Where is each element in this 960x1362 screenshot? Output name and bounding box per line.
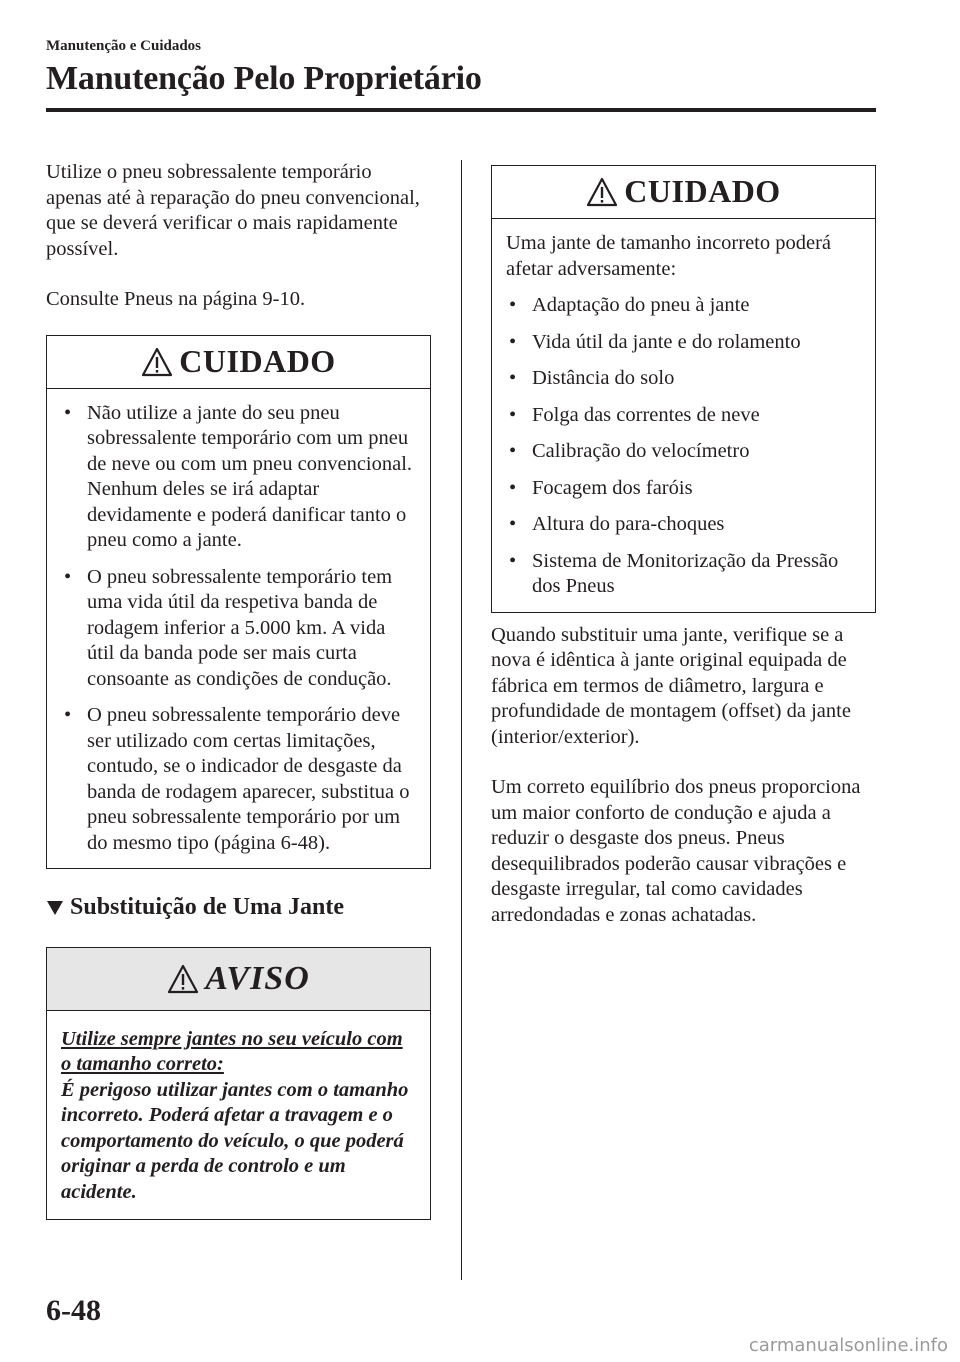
warning-triangle-icon xyxy=(141,347,173,377)
warning-text: É perigoso utilizar jantes com o tamanho incorreto. Poderá afetar a travagem e o comportamento do veículo, o que poderá originar a perda de controlo e um acidente. xyxy=(61,1078,409,1203)
list-item-text: Distância do solo xyxy=(532,367,675,389)
caution-box-header xyxy=(47,336,430,389)
list-item xyxy=(506,366,861,392)
list-item xyxy=(506,330,861,356)
list-item-text: O pneu sobressalente temporário deve ser utilizado com certas limitações, contudo, se o indicador de desgaste da banda de rodagem aparecer, substitua o pneu sobressalente temporário por um do mesmo tipo (página 6-48). xyxy=(87,704,410,854)
title-rule xyxy=(46,108,876,112)
right-column xyxy=(491,165,876,953)
warning-triangle-icon xyxy=(167,964,199,994)
list-item-text: Calibração do velocímetro xyxy=(532,440,750,462)
warning-box-header xyxy=(47,948,430,1011)
bullet-dot: • xyxy=(509,367,517,389)
left-column xyxy=(46,160,431,1220)
list-item xyxy=(506,476,861,502)
caution-box-body xyxy=(492,219,875,612)
list-item xyxy=(506,512,861,538)
caution-box-header xyxy=(492,166,875,219)
subheading-text: Substituição de Uma Jante xyxy=(70,894,345,920)
bullet-dot: • xyxy=(509,476,517,499)
section-label: Manutenção e Cuidados xyxy=(46,38,202,54)
caution-bullet-list xyxy=(506,293,861,600)
triangle-down-icon xyxy=(46,899,64,917)
list-item xyxy=(506,549,861,600)
list-item-text: Não utilize a jante do seu pneu sobressalente temporário com um pneu de neve ou com um pneu convencional. Nenhum deles se irá adaptar devidamente e poderá danificar tanto o pneu como a jante. xyxy=(87,401,413,551)
column-divider xyxy=(461,160,462,1280)
list-item-text: Adaptação do pneu à jante xyxy=(532,294,750,316)
page-number: 6-48 xyxy=(46,1294,101,1327)
caution-box-wheel xyxy=(491,165,876,613)
list-item-text: Folga das correntes de neve xyxy=(532,403,760,426)
watermark: carmanualsonline.info xyxy=(748,1335,948,1356)
subheading xyxy=(46,895,431,921)
caution-title: CUIDADO xyxy=(179,342,336,379)
bullet-dot: • xyxy=(509,440,517,462)
list-item xyxy=(506,293,861,319)
list-item-text: Vida útil da jante e do rolamento xyxy=(532,330,801,353)
reference-paragraph: Consulte Pneus na página 9-10. xyxy=(46,288,306,310)
intro-paragraph: Utilize o pneu sobressalente temporário apenas até à reparação do pneu convencional, que se deverá verificar o mais rapidamente possível. xyxy=(46,161,420,260)
bullet-dot: • xyxy=(509,403,517,426)
warning-title: AVISO xyxy=(205,959,310,997)
bullet-dot: • xyxy=(64,704,72,726)
caution-bullet-list xyxy=(61,401,416,857)
list-item xyxy=(61,565,416,693)
tire-balance-paragraph: Um correto equilíbrio dos pneus proporciona um maior conforto de condução e ajuda a reduzir o desgaste dos pneus. Pneus desequilibrados poderão causar vibrações e desgaste irregular, tal como cavidades arredondadas e zonas achatadas. xyxy=(491,776,861,926)
list-item xyxy=(506,439,861,465)
warning-box-body xyxy=(47,1011,430,1220)
bullet-dot: • xyxy=(509,294,517,316)
caution-intro: Uma jante de tamanho incorreto poderá afetar adversamente: xyxy=(506,232,832,280)
caution-box-body xyxy=(47,389,430,869)
bullet-dot: • xyxy=(509,330,517,353)
warning-heading: Utilize sempre jantes no seu veículo com o tamanho correto: xyxy=(61,1027,403,1075)
bullet-dot: • xyxy=(64,401,72,424)
list-item-text: O pneu sobressalente temporário tem uma vida útil da respetiva banda de rodagem inferior a 5.000 km. A vida útil da banda pode ser mais curta consoante as condições de condução. xyxy=(87,565,393,690)
bullet-dot: • xyxy=(509,549,517,572)
caution-box-spare-tire xyxy=(46,335,431,870)
list-item xyxy=(61,401,416,554)
list-item xyxy=(61,703,416,856)
page-title: Manutenção Pelo Proprietário xyxy=(46,60,482,97)
list-item-text: Focagem dos faróis xyxy=(532,476,693,499)
caution-title: CUIDADO xyxy=(624,173,781,210)
warning-triangle-icon xyxy=(586,177,618,207)
bullet-dot: • xyxy=(64,565,72,588)
warning-box xyxy=(46,947,431,1221)
list-item-text: Sistema de Monitorização da Pressão dos Pneus xyxy=(532,549,839,597)
bullet-dot: • xyxy=(509,513,517,535)
list-item-text: Altura do para-choques xyxy=(532,513,725,535)
list-item xyxy=(506,403,861,429)
wheel-replacement-paragraph: Quando substituir uma jante, verifique se a nova é idêntica à jante original equipada de fábrica em termos de diâmetro, largura e profundidade de montagem (offset) da jante (interior/exterior). xyxy=(491,623,851,748)
